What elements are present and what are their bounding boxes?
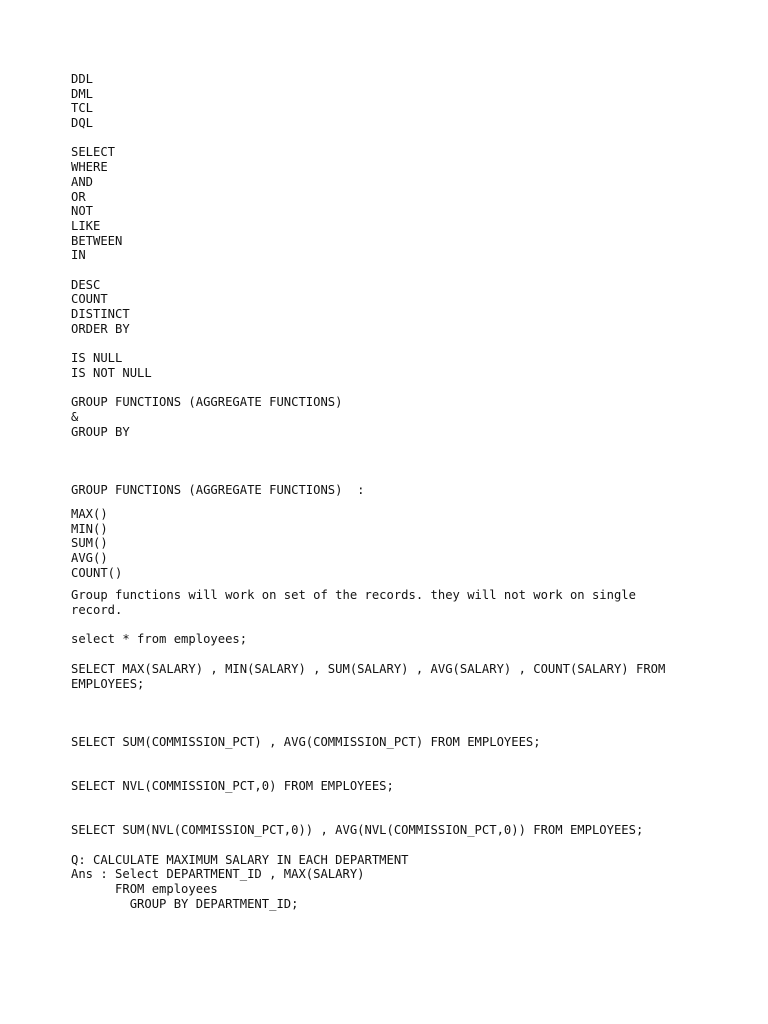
blank-line xyxy=(71,131,731,146)
text-line: DQL xyxy=(71,116,94,131)
text-line: EMPLOYEES; xyxy=(71,676,145,691)
blank-line xyxy=(71,794,731,809)
blank-line xyxy=(71,721,731,736)
text-line: select * from employees; xyxy=(71,632,248,647)
text-line: SELECT xyxy=(71,145,116,160)
text-line: SELECT MAX(SALARY) , MIN(SALARY) , SUM(SALARY) , AVG(SALARY) , COUNT(SALARY) FROM xyxy=(71,661,666,676)
text-line: MAX() xyxy=(71,506,108,521)
text-line: DESC xyxy=(71,277,101,292)
text-line: BETWEEN xyxy=(71,233,123,248)
text-line: GROUP BY xyxy=(71,424,130,439)
text-line: NOT xyxy=(71,204,94,219)
text-line: TCL xyxy=(71,101,94,116)
text-line: GROUP FUNCTIONS (AGGREGATE FUNCTIONS) xyxy=(71,395,343,410)
text-line: GROUP FUNCTIONS (AGGREGATE FUNCTIONS) : xyxy=(71,483,365,498)
answer-line: FROM employees xyxy=(71,882,218,897)
blank-line xyxy=(71,336,731,351)
blank-line xyxy=(71,580,731,588)
blank-line xyxy=(71,439,731,454)
blank-line xyxy=(71,498,731,507)
text-line: MIN() xyxy=(71,521,108,536)
text-line: record. xyxy=(71,603,123,618)
blank-line xyxy=(71,706,731,721)
text-line: SELECT SUM(COMMISSION_PCT) , AVG(COMMISSION_PCT) FROM EMPLOYEES; xyxy=(71,735,541,750)
blank-line xyxy=(71,838,731,853)
text-line: DISTINCT xyxy=(71,307,130,321)
blank-line xyxy=(71,454,731,469)
text-line: WHERE xyxy=(71,160,108,175)
text-line: DML xyxy=(71,86,94,101)
text-line: LIKE xyxy=(71,218,101,233)
text-line: AND xyxy=(71,174,94,189)
text-line: SUM() xyxy=(71,536,108,551)
text-line: ORDER BY xyxy=(71,321,130,336)
text-line: SELECT SUM(NVL(COMMISSION_PCT,0)) , AVG(NVL(COMMISSION_PCT,0)) FROM EMPLOYEES; xyxy=(71,823,644,838)
blank-line xyxy=(71,469,731,484)
answer-line: GROUP BY DEPARTMENT_ID; xyxy=(71,896,299,911)
text-line: IN xyxy=(71,248,86,263)
document-page xyxy=(71,72,731,912)
blank-line xyxy=(71,263,731,278)
text-line: SELECT NVL(COMMISSION_PCT,0) FROM EMPLOYEES; xyxy=(71,779,394,794)
answer-line: Ans : Select DEPARTMENT_ID , MAX(SALARY) xyxy=(71,867,365,882)
text-line: Group functions will work on set of the records. they will not work on single xyxy=(71,588,636,603)
text-line: DDL xyxy=(71,72,94,86)
question-line: Q: CALCULATE MAXIMUM SALARY IN EACH DEPARTMENT xyxy=(71,852,409,867)
text-line: & xyxy=(71,409,79,424)
blank-line xyxy=(71,750,731,765)
text-line: COUNT xyxy=(71,292,108,307)
text-line: COUNT() xyxy=(71,565,123,580)
text-line: OR xyxy=(71,189,86,204)
blank-line xyxy=(71,380,731,395)
text-line: IS NULL xyxy=(71,351,123,366)
blank-line xyxy=(71,618,731,633)
blank-line xyxy=(71,647,731,662)
blank-line xyxy=(71,765,731,780)
text-line: IS NOT NULL xyxy=(71,365,152,380)
blank-line xyxy=(71,809,731,824)
blank-line xyxy=(71,691,731,706)
text-line: AVG() xyxy=(71,551,108,565)
